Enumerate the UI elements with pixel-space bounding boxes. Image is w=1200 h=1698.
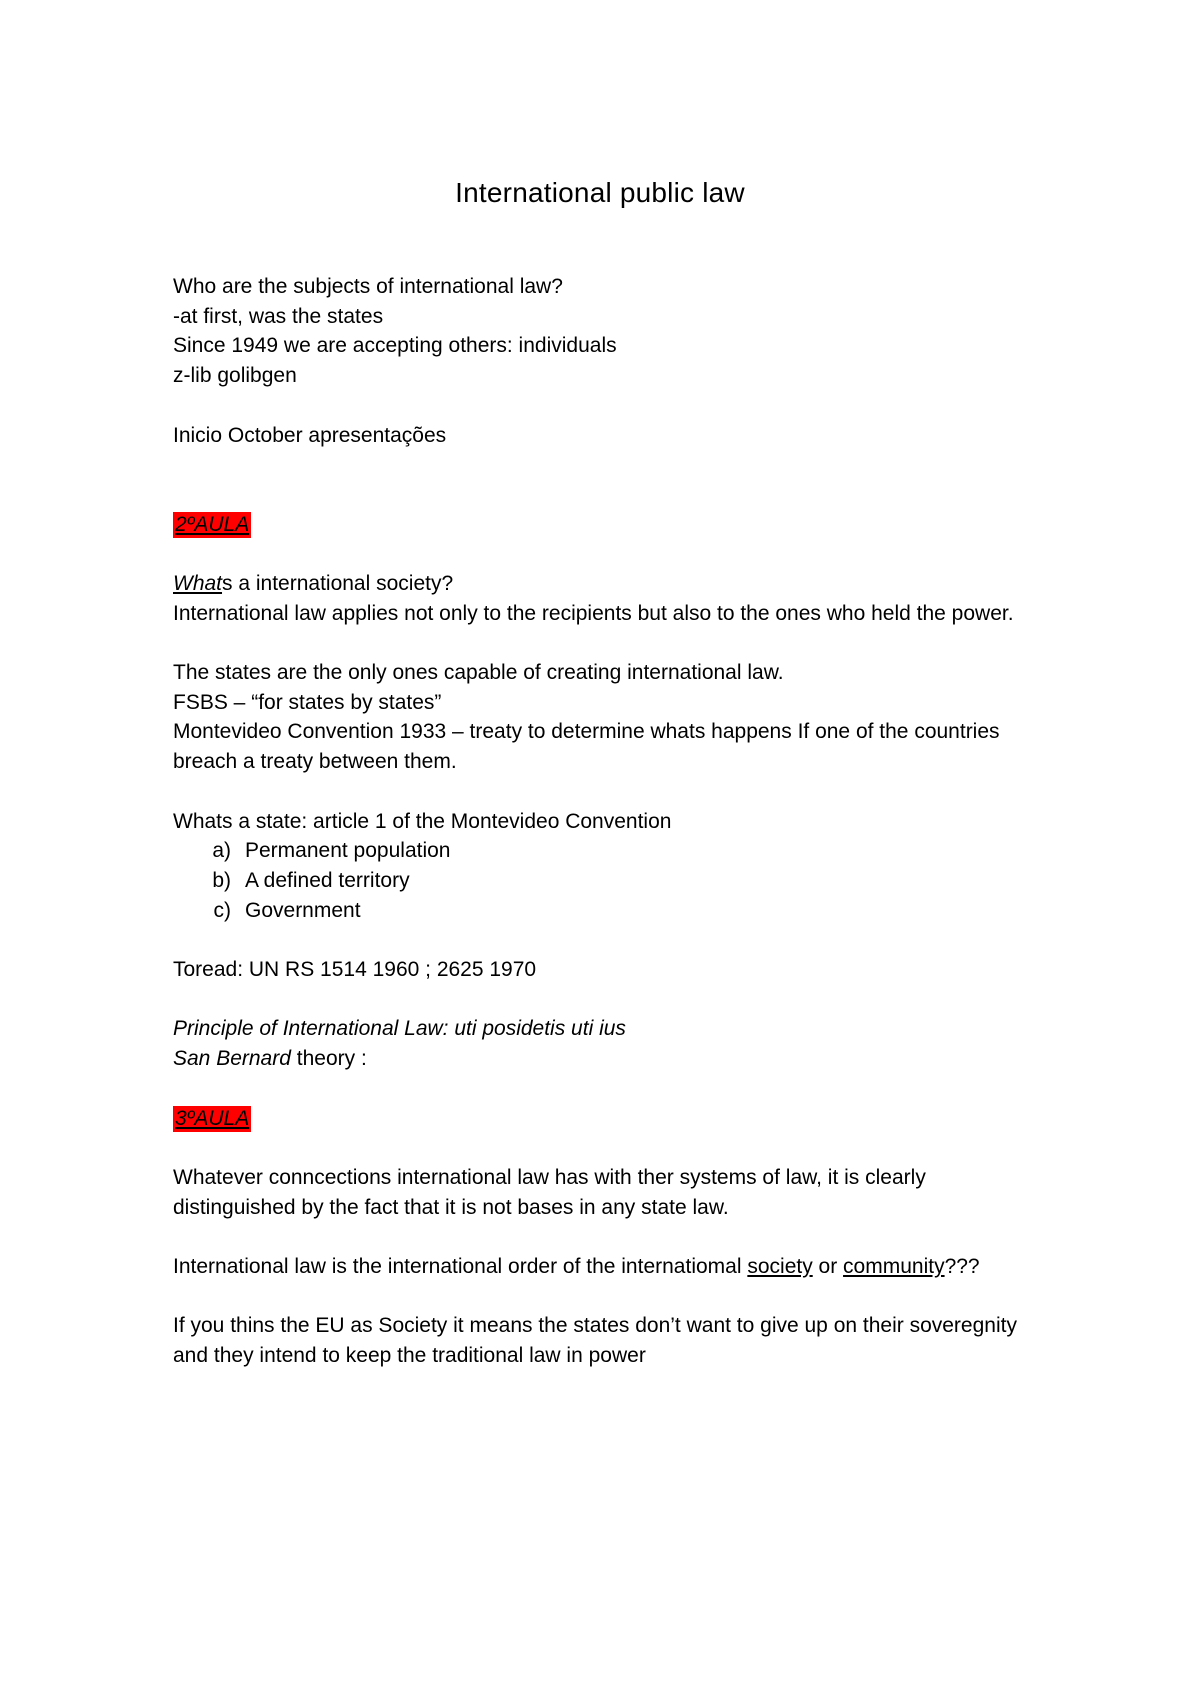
list-item bbox=[173, 836, 1053, 866]
paragraph: Whatever conncections international law has with ther systems of law, it is clearly distinguished by the fact that it is not bases in any state law. bbox=[173, 1165, 926, 1219]
society-underlined: society bbox=[747, 1255, 813, 1279]
spacer bbox=[173, 391, 1053, 421]
community-underlined: community bbox=[843, 1255, 945, 1279]
paragraph: Whats a state: article 1 of the Montevideo Convention bbox=[173, 809, 672, 833]
aula2-badge: 2ºAULA bbox=[175, 512, 250, 536]
intro-line: -at first, was the states bbox=[173, 304, 384, 328]
aula2-question bbox=[173, 569, 1053, 599]
spacer bbox=[173, 539, 1053, 569]
spacer bbox=[173, 1222, 1053, 1252]
text-run: ??? bbox=[944, 1255, 980, 1279]
list-item-text: Permanent population bbox=[245, 839, 451, 863]
theory-line bbox=[173, 1044, 1053, 1074]
page-title: International public law bbox=[455, 177, 745, 208]
intro-line: Since 1949 we are accepting others: individuals bbox=[173, 334, 617, 358]
text-run: or bbox=[812, 1255, 844, 1279]
state-criteria-list bbox=[173, 836, 1053, 925]
spacer bbox=[173, 1133, 1053, 1163]
paragraph: The states are the only ones capable of creating international law. bbox=[173, 661, 784, 685]
list-item-text: Government bbox=[245, 898, 361, 922]
section-heading-aula2 bbox=[173, 510, 1053, 540]
principle-line: Principle of International Law: uti posidetis uti ius bbox=[173, 1017, 626, 1041]
what-underlined: What bbox=[173, 571, 223, 595]
list-item bbox=[173, 866, 1053, 896]
to-read-line: Toread: UN RS 1514 1960 ; 2625 1970 bbox=[173, 958, 537, 982]
san-bernard: San Bernard bbox=[173, 1047, 291, 1071]
intro-line: Inicio October apresentações bbox=[173, 423, 447, 447]
paragraph bbox=[173, 1252, 1053, 1282]
spacer bbox=[173, 1074, 1053, 1104]
paragraph: If you thins the EU as Society it means the states don’t want to give up on their soveregnity and they intend to keep the traditional law in power bbox=[173, 1314, 1017, 1368]
document-body bbox=[173, 272, 1053, 1371]
list-marker: b) bbox=[212, 868, 231, 892]
list-marker: a) bbox=[212, 839, 231, 863]
spacer bbox=[173, 1282, 1053, 1312]
paragraph: Montevideo Convention 1933 – treaty to determine whats happens If one of the countries breach a treaty between them. bbox=[173, 720, 1000, 774]
list-item-text: A defined territory bbox=[245, 868, 410, 892]
paragraph: International law applies not only to the recipients but also to the ones who held the power. bbox=[173, 601, 1014, 625]
section-heading-aula3 bbox=[173, 1104, 1053, 1134]
paragraph: FSBS – “for states by states” bbox=[173, 690, 442, 714]
spacer bbox=[173, 777, 1053, 807]
spacer bbox=[173, 450, 1053, 509]
spacer bbox=[173, 925, 1053, 955]
intro-question: Who are the subjects of international law? bbox=[173, 275, 563, 298]
spacer bbox=[173, 628, 1053, 658]
list-marker: c) bbox=[213, 898, 231, 922]
spacer bbox=[173, 985, 1053, 1015]
question-rest: s a international society? bbox=[222, 571, 454, 595]
list-item bbox=[173, 896, 1053, 926]
text-run: International law is the international order of the internatiomal bbox=[173, 1255, 748, 1279]
intro-line: z-lib golibgen bbox=[173, 364, 297, 388]
theory-text: theory : bbox=[290, 1047, 367, 1071]
aula3-badge: 3ºAULA bbox=[175, 1106, 250, 1130]
